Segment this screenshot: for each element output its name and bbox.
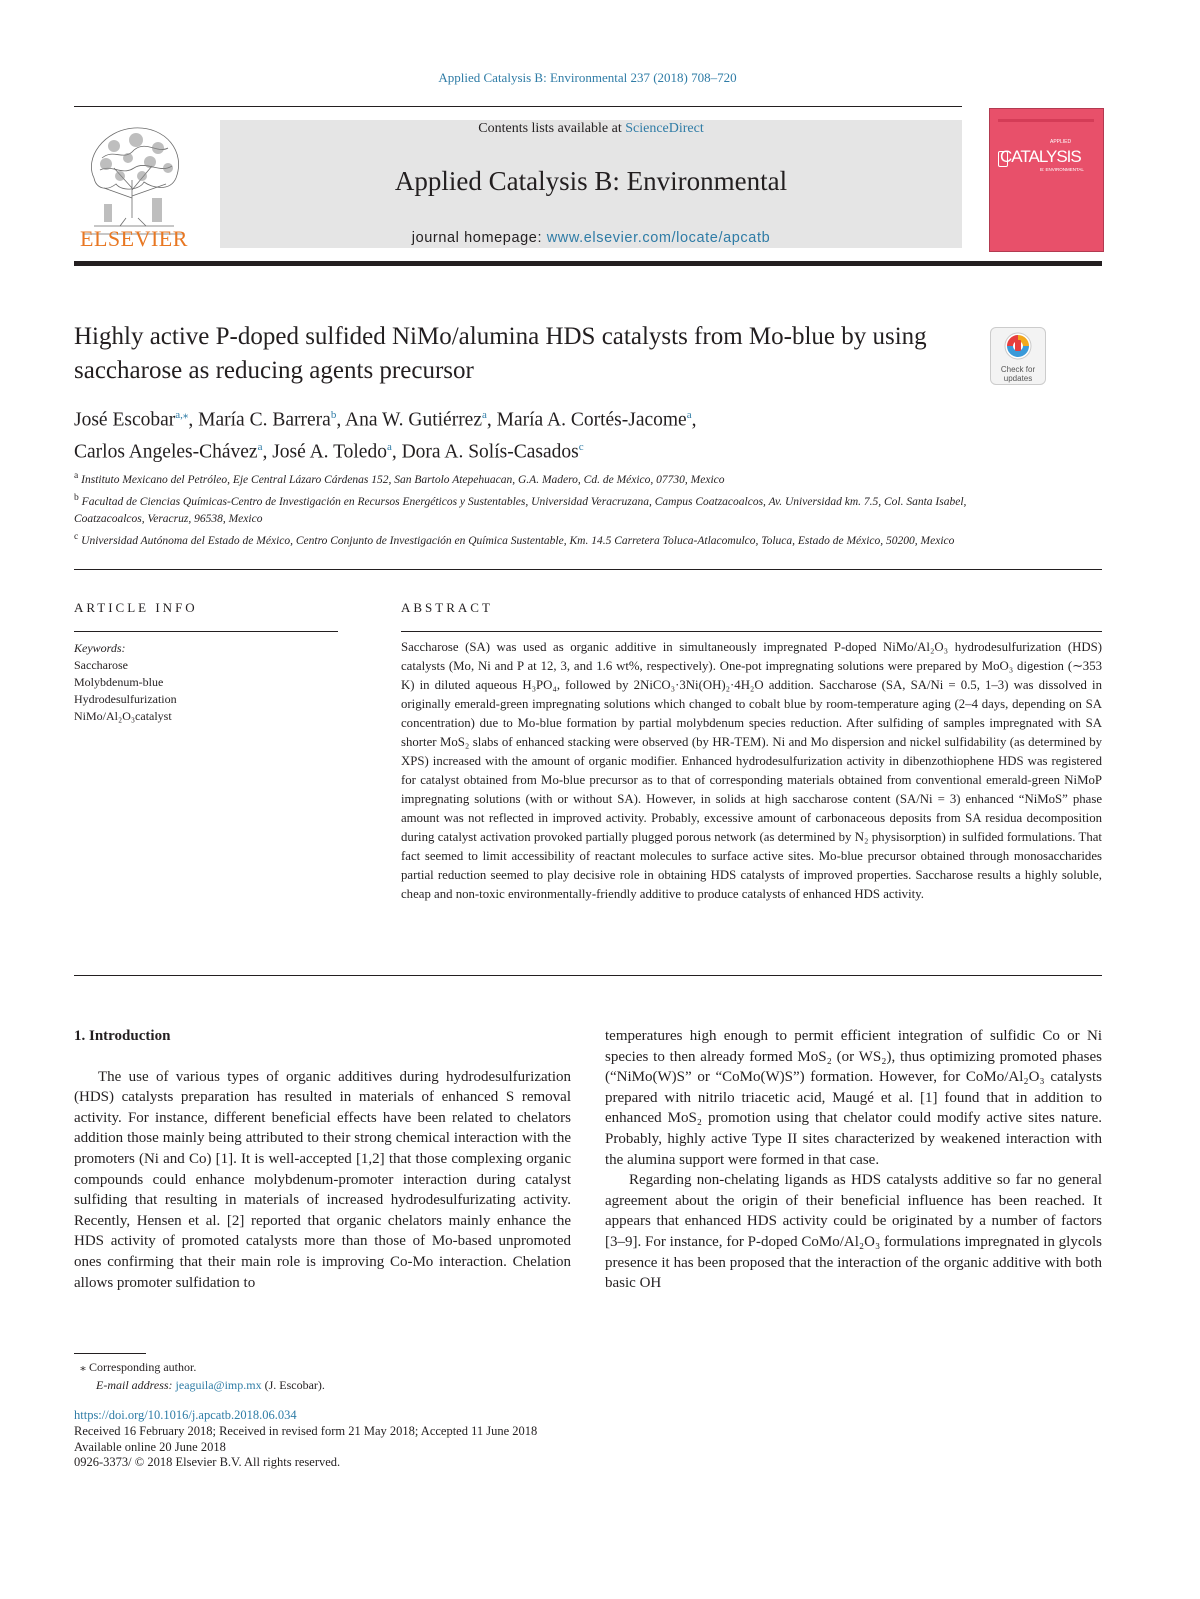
badge-line-1: Check for: [1000, 365, 1036, 374]
elsevier-logo[interactable]: [74, 118, 194, 250]
author-name[interactable]: María C. Barrera: [198, 409, 331, 431]
affiliation-item: [74, 528, 974, 550]
affiliation-marker: a: [74, 470, 79, 481]
author-name[interactable]: Carlos Angeles-Chávez: [74, 441, 258, 462]
author-name[interactable]: Dora A. Solís-Casados: [401, 441, 579, 462]
author-separator: ,: [336, 409, 345, 431]
section-heading-introduction: 1. Introduction: [74, 1028, 171, 1044]
journal-reference[interactable]: Applied Catalysis B: Environmental 237 (2018) 708–720: [438, 70, 737, 85]
abstract-divider: [401, 631, 1102, 632]
keyword-item: Saccharose: [74, 658, 128, 672]
sciencedirect-link[interactable]: ScienceDirect: [625, 121, 704, 136]
affiliation-marker: b: [74, 491, 79, 503]
author-separator: ,: [486, 409, 497, 431]
cover-text-big: CATALYSIS: [1000, 147, 1081, 166]
affiliation-item: [74, 467, 974, 489]
keyword-item: NiMo/Al₂O₃catalyst: [74, 709, 172, 723]
author-affiliation-marker[interactable]: b: [330, 409, 337, 421]
author-list: [74, 402, 974, 465]
affiliation-text: Universidad Autónoma del Estado de México, Centro Conjunto de Investigación en Química Sustentable, Km. 14.5 Carretera Toluca-Atlacomulco, Toluca, Estado de México, 50200, Mexico: [81, 534, 955, 547]
cover-text-small: APPLIED: [1050, 139, 1072, 145]
body-paragraph: The use of various types of organic additives during hydrodesulfurization (HDS) catalysts preparation has resulted in materials of enhanced S removal activity. For instance, different beneficial effects have been related to chelators addition those mainly being attributed to their strong chemical interaction with the promoters (Ni and Co) [1]. It is well-accepted [1,2] that those complexing organic compounds could enhance molybdenum-promoter interaction during catalyst sulfiding that resulting in materials of increased hydrodesulfurizating activity. Recently, Hensen et al. [2] reported that organic chelators mainly enhance the HDS activity of promoted catalysts more than those of Mo-based unpromoted ones confirming that their main role is improving Co-Mo interaction. Chelation allows promoter sulfidation to: [74, 1068, 571, 1291]
body-column-left: [74, 1026, 571, 1293]
article-info-heading: ARTICLE INFO: [74, 600, 198, 615]
keyword-item: Molybdenum-blue: [74, 675, 164, 689]
cover-text-sub: B: ENVIRONMENTAL: [1040, 167, 1084, 172]
footnote-divider: [74, 1353, 146, 1354]
article-title: Highly active P-doped sulfided NiMo/alumina HDS catalysts from Mo-blue by using saccharose as reducing agents precursor: [74, 323, 927, 384]
author-affiliation-marker[interactable]: a: [386, 440, 392, 453]
cover-flask-icon: [998, 151, 1008, 167]
corresponding-author-note: ⁎ Corresponding author.: [80, 1360, 197, 1374]
journal-title: Applied Catalysis B: Environmental: [394, 166, 788, 196]
copyright: 0926-3373/ © 2018 Elsevier B.V. All rights reserved.: [74, 1455, 341, 1470]
divider-affiliations: [74, 569, 1102, 570]
body-paragraph: Regarding non-chelating ligands as HDS catalysts additive so far no general agreement about the origin of their beneficial influence has been reached. It appears that enhanced HDS activity could be originated by a number of factors [3–9]. For instance, for P-doped CoMo/Al₂O₃ formulations impregnated in glycols presence it has been proposed that the interaction of the organic additive with both basic OH: [605, 1172, 1102, 1292]
author-name[interactable]: Ana W. Gutiérrez: [345, 409, 482, 431]
keyword-item: Hydrodesulfurization: [74, 692, 177, 706]
author-affiliation-marker[interactable]: a: [686, 409, 692, 421]
email-label: E-mail address:: [96, 1378, 176, 1392]
email-link[interactable]: jeaguila@imp.mx: [175, 1378, 262, 1392]
affiliation-text: Instituto Mexicano del Petróleo, Eje Central Lázaro Cárdenas 152, San Bartolo Atepehuacan, G.A. Madero, Cd. de México, 07730, Mexico: [81, 473, 725, 486]
keywords-label: Keywords:: [74, 641, 126, 655]
abstract-text: Saccharose (SA) was used as organic additive in simultaneously impregnated P-doped NiMo/Al₂O₃ hydrodesulfurization (HDS) catalysts (Mo, Ni and P at 12, 3, and 1.6 wt%, respectively). One-pot impregnating solutions were prepared by MoO₃ digestion (∼353 K) in diluted aqueous H₃PO₄, followed by 2NiCO₃·3Ni(OH)₂·4H₂O addition. Saccharose (SA, SA/Ni = 0.5, 1–3) was dissolved in originally emerald-green impregnating solutions which changed to cobalt blue by room-temperature aging (2–4 days, depending on SA concentration) due to Mo-blue formation by partial molybdenum species reduction. After sulfiding of samples impregnated with SA shorter MoS₂ slabs of enhanced stacking were observed (by HR-TEM). Ni and Mo dispersion and nickel sulfidability (as determined by XPS) increased with the amount of organic modifier. Enhanced hydrodesulfurization activity in dibenzothiophene HDS was registered for catalyst obtained from Mo-blue precursor as to that of corresponding materials obtained from conventional emerald-green NiMoP impregnating solutions (with or without SA). However, in solids at high saccharose content (SA/Ni = 3) enhanced “NiMoS” phase amount was not reflected in improved activity. Probably, excessive amount of carbonaceous deposits from SA residua decomposition during catalyst activation provoked partially plugged porous network (as determined by N₂ physisorption) in sulfided formulations. That fact seemed to limit accessibility of reactant molecules to surface active sites. Mo-blue precursor obtained through monosaccharides partial reduction seemed to play decisive role in obtaining HDS catalysts of improved properties. Saccharose results a highly soluble, cheap and non-toxic environmentally-friendly additive to produce catalysts of enhanced HDS activity.: [401, 640, 1102, 901]
author-separator: ,: [188, 409, 199, 431]
top-divider: [74, 106, 962, 107]
author-affiliation-marker[interactable]: a: [482, 409, 487, 421]
publication-info: [74, 1408, 774, 1471]
check-for-updates-button[interactable]: [990, 327, 1046, 385]
journal-cover-thumbnail[interactable]: [989, 108, 1104, 252]
publisher-name: ELSEVIER: [80, 226, 188, 251]
author-affiliation-marker[interactable]: a: [257, 440, 263, 453]
cover-stripe: [998, 119, 1094, 122]
author-name[interactable]: María A. Cortés-Jacome: [496, 409, 687, 431]
affiliation-text: Facultad de Ciencias Químicas-Centro de Investigación en Recursos Energéticos y Sustentables, Universidad Veracruzana, Campus Coatzacoalcos, Av. Universidad km. 7.5, Col. Santa Isabel, Coatzacoalcos, Veracruz, 96538, Mexico: [74, 495, 967, 525]
body-column-right: [605, 1026, 1102, 1294]
header-divider: [74, 261, 1102, 266]
badge-line-2: updates: [1003, 374, 1033, 383]
author-name[interactable]: José A. Toledo: [272, 441, 387, 462]
author-affiliation-marker[interactable]: c: [578, 440, 584, 453]
contents-line: [220, 121, 962, 137]
received-dates: Received 16 February 2018; Received in revised form 21 May 2018; Accepted 11 June 2018: [74, 1423, 538, 1438]
contents-prefix: Contents lists available at: [478, 121, 626, 136]
author-affiliation-marker[interactable]: a,⁎: [175, 409, 189, 421]
abstract-heading: ABSTRACT: [401, 600, 493, 615]
keywords-block: [74, 640, 334, 725]
check-updates-icon: [1003, 331, 1033, 361]
doi-link[interactable]: https://doi.org/10.1016/j.apcatb.2018.06.034: [74, 1408, 297, 1422]
available-online: Available online 20 June 2018: [74, 1439, 226, 1454]
homepage-link[interactable]: www.elsevier.com/locate/apcatb: [546, 230, 771, 246]
author-separator: ,: [262, 441, 273, 462]
author-separator: ,: [691, 409, 697, 431]
affiliation-marker: c: [74, 530, 79, 542]
footnote: [74, 1358, 574, 1394]
author-separator: ,: [391, 441, 402, 462]
article-info-divider: [74, 631, 338, 632]
homepage-prefix: journal homepage:: [411, 230, 547, 246]
affiliation-item: [74, 489, 974, 528]
email-suffix: (J. Escobar).: [261, 1378, 325, 1392]
body-paragraph: temperatures high enough to permit efficient integration of sulfidic Co or Ni species to then already formed MoS₂ (or WS₂), thus optimizing promoted phases (“NiMo(W)S” or “CoMo(W)S”) formation. However, for CoMo/Al₂O₃ catalysts prepared with nitrilo triacetic acid, Maugé et al. [1] found that in addition to enhanced MoS₂ promotion using that chelator could modify active sites nature. Probably, highly active Type II sites characterized by weakened interaction with the alumina support were formed in that case.: [605, 1028, 1102, 1168]
email-line: [74, 1376, 574, 1394]
affiliations: [74, 467, 974, 549]
author-name[interactable]: José Escobar: [74, 409, 176, 431]
journal-homepage-line: [220, 230, 962, 246]
divider-abstract: [74, 975, 1102, 976]
